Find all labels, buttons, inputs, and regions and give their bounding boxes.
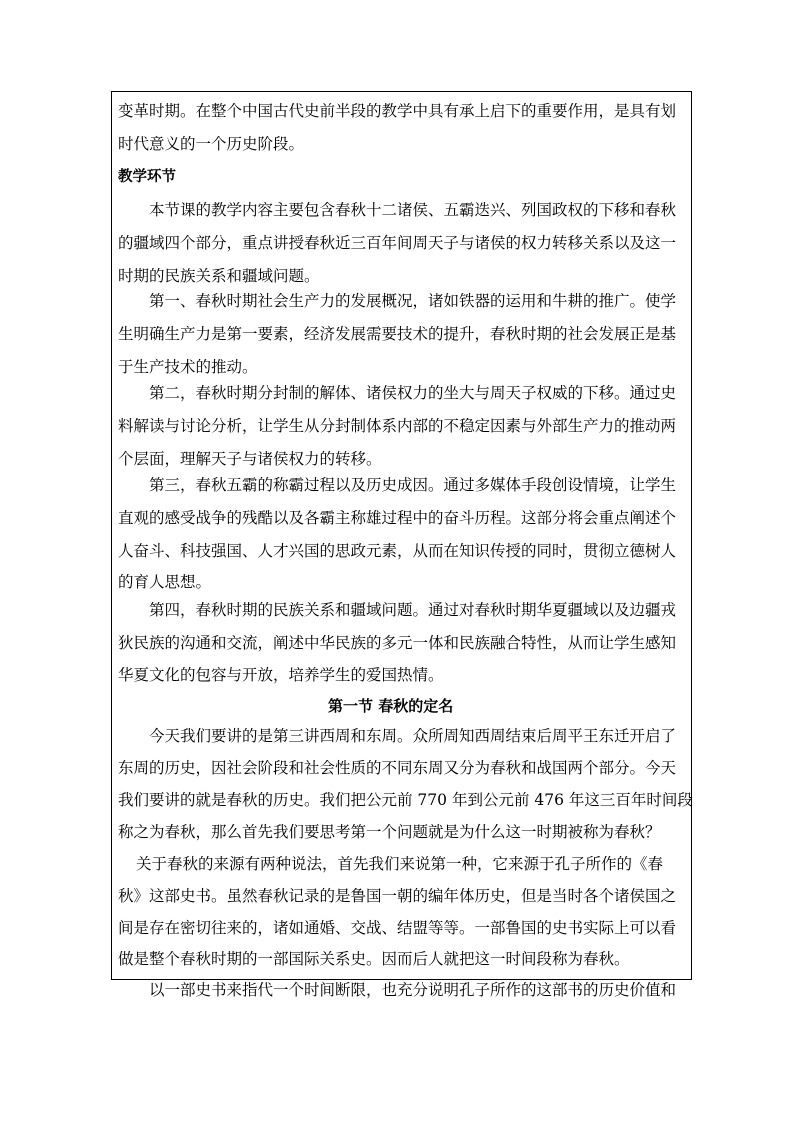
- text-line: 时代意义的一个历史阶段。: [118, 135, 305, 153]
- content-table-frame: [111, 91, 692, 980]
- text-line: 变革时期。在整个中国古代史前半段的教学中具有承上启下的重要作用，是具有划: [118, 102, 677, 120]
- text-line: 间是存在密切往来的，诸如通婚、交战、结盟等等。一部鲁国的史书实际上可以看: [118, 919, 677, 937]
- text-line: 个层面，理解天子与诸侯权力的转移。: [118, 450, 382, 468]
- text-line: 关于春秋的来源有两种说法，首先我们来说第一种，它来源于孔子所作的《春: [136, 855, 664, 873]
- text-line: 以一部史书来指代一个时间断限，也充分说明孔子所作的这部书的历史价值和: [149, 981, 677, 999]
- text-line: 今天我们要讲的是第三讲西周和东周。众所周知西周结束后周平王东迁开启了: [149, 727, 677, 745]
- text-line: 的疆域四个部分，重点讲授春秋近三百年间周天子与诸侯的权力转移关系以及这一: [118, 234, 677, 252]
- text-line: 我们要讲的就是春秋的历史。我们把公元前 770 年到公元前 476 年这三百年时间段: [118, 791, 693, 809]
- text-line: 秋》这部史书。虽然春秋记录的是鲁国一朝的编年体历史，但是当时各个诸侯国之: [118, 887, 677, 905]
- text-line: 第二，春秋时期分封制的解体、诸侯权力的坐大与周天子权威的下移。通过史: [149, 384, 677, 402]
- text-line: 东周的历史，因社会阶段和社会性质的不同东周又分为春秋和战国两个部分。今天: [118, 759, 677, 777]
- section-heading: 教学环节: [118, 169, 176, 185]
- text-line: 的育人思想。: [118, 573, 212, 591]
- text-line: 人奋斗、科技强国、人才兴国的思政元素，从而在知识传授的同时，贯彻立德树人: [118, 542, 677, 560]
- text-line: 本节课的教学内容主要包含春秋十二诸侯、五霸迭兴、列国政权的下移和春秋: [149, 201, 677, 219]
- text-line: 第四，春秋时期的民族关系和疆域问题。通过对春秋时期华夏疆域以及边疆戎: [149, 601, 677, 619]
- text-line: 时期的民族关系和疆域问题。: [118, 267, 320, 285]
- text-line: 直观的感受战争的残酷以及各霸主称雄过程中的奋斗历程。这部分将会重点阐述个: [118, 509, 677, 527]
- text-line: 料解读与讨论分析，让学生从分封制体系内部的不稳定因素与外部生产力的推动两: [118, 417, 677, 435]
- text-line: 于生产技术的推动。: [118, 358, 258, 376]
- text-line: 华夏文化的包容与开放，培养学生的爱国热情。: [118, 666, 444, 684]
- text-line: 狄民族的沟通和交流，阐述中华民族的多元一体和民族融合特性，从而让学生感知: [118, 634, 677, 652]
- text-line: 称之为春秋，那么首先我们要思考第一个问题就是为什么这一时期被称为春秋？: [118, 823, 661, 841]
- text-line: 第三，春秋五霸的称霸过程以及历史成因。通过多媒体手段创设情境，让学生: [149, 476, 677, 494]
- text-line: 做是整个春秋时期的一部国际关系史。因而后人就把这一时间段称为春秋。: [118, 950, 630, 968]
- text-line: 生明确生产力是第一要素，经济发展需要技术的提升，春秋时期的社会发展正是基: [118, 325, 677, 343]
- text-line: 第一、春秋时期社会生产力的发展概况，诸如铁器的运用和牛耕的推广。使学: [149, 292, 677, 310]
- section-title: 第一节 春秋的定名: [328, 697, 454, 715]
